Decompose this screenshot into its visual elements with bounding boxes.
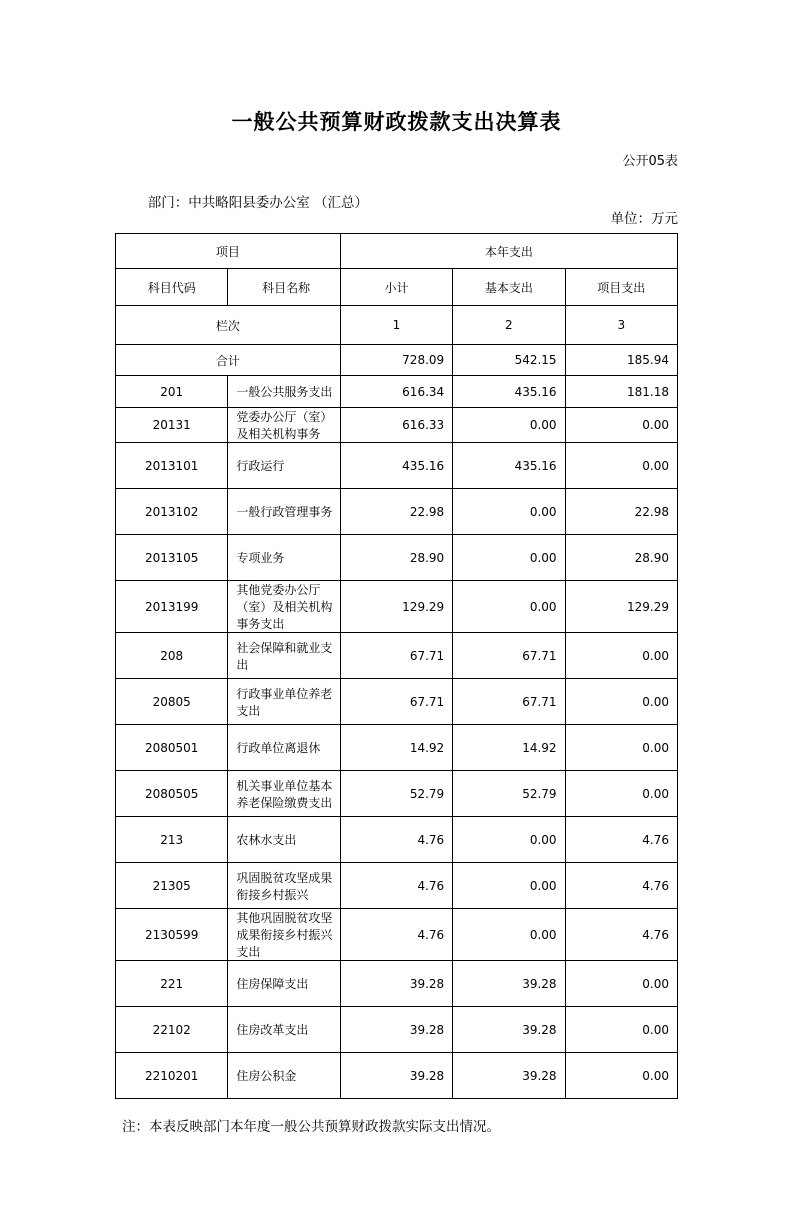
cell-project: 0.00 [565, 408, 677, 443]
cell-project: 22.98 [565, 489, 677, 535]
table-row [116, 535, 678, 581]
cell-subtotal: 435.16 [340, 443, 452, 489]
cell-basic: 0.00 [453, 408, 565, 443]
table-total-row [116, 345, 678, 376]
page-title: 一般公共预算财政拨款支出决算表 [231, 110, 562, 134]
group-header-item: 项目 [116, 234, 341, 269]
department-label: 部门： [147, 195, 189, 211]
cell-project: 0.00 [565, 1053, 677, 1099]
document-page [0, 108, 793, 1230]
cell-name: 住房保障支出 [228, 961, 340, 1007]
cell-project: 0.00 [565, 443, 677, 489]
rank-label: 栏次 [116, 306, 341, 345]
table-row [116, 909, 678, 961]
rank-value-1: 1 [340, 306, 452, 345]
cell-subtotal: 4.76 [340, 909, 452, 961]
cell-subtotal: 67.71 [340, 679, 452, 725]
cell-code: 20131 [116, 408, 228, 443]
cell-basic: 0.00 [453, 909, 565, 961]
table-note: 注：本表反映部门本年度一般公共预算财政拨款实际支出情况。 [122, 1119, 500, 1135]
table-row [116, 817, 678, 863]
total-project: 185.94 [565, 345, 677, 376]
cell-code: 2080505 [116, 771, 228, 817]
cell-code: 2013105 [116, 535, 228, 581]
cell-name: 其他巩固脱贫攻坚成果衔接乡村振兴支出 [228, 909, 340, 961]
cell-name: 住房改革支出 [228, 1007, 340, 1053]
cell-code: 21305 [116, 863, 228, 909]
cell-basic: 435.16 [453, 443, 565, 489]
cell-name: 行政事业单位养老支出 [228, 679, 340, 725]
cell-project: 0.00 [565, 725, 677, 771]
table-row [116, 725, 678, 771]
table-column-header-row [116, 269, 678, 306]
cell-name: 机关事业单位基本养老保险缴费支出 [228, 771, 340, 817]
group-header-current-year: 本年支出 [340, 234, 677, 269]
column-header-basic: 基本支出 [453, 269, 565, 306]
cell-project: 4.76 [565, 817, 677, 863]
cell-project: 4.76 [565, 863, 677, 909]
department-name: 中共略阳县委办公室 （汇总） [188, 195, 369, 211]
cell-project: 28.90 [565, 535, 677, 581]
cell-basic: 52.79 [453, 771, 565, 817]
cell-subtotal: 616.34 [340, 376, 452, 408]
table-row [116, 1007, 678, 1053]
cell-basic: 0.00 [453, 489, 565, 535]
cell-project: 0.00 [565, 633, 677, 679]
cell-basic: 67.71 [453, 633, 565, 679]
cell-name: 专项业务 [228, 535, 340, 581]
cell-project: 181.18 [565, 376, 677, 408]
cell-basic: 0.00 [453, 581, 565, 633]
rank-value-3: 3 [565, 306, 677, 345]
cell-code: 2130599 [116, 909, 228, 961]
cell-name: 行政单位离退休 [228, 725, 340, 771]
cell-project: 129.29 [565, 581, 677, 633]
table-row [116, 771, 678, 817]
cell-name: 住房公积金 [228, 1053, 340, 1099]
table-row [116, 443, 678, 489]
cell-name: 行政运行 [228, 443, 340, 489]
cell-code: 208 [116, 633, 228, 679]
cell-basic: 39.28 [453, 1053, 565, 1099]
meta-row [0, 175, 793, 227]
table-row [116, 961, 678, 1007]
cell-name: 一般公共服务支出 [228, 376, 340, 408]
table-row [116, 679, 678, 725]
cell-basic: 39.28 [453, 961, 565, 1007]
cell-subtotal: 39.28 [340, 961, 452, 1007]
table-row [116, 489, 678, 535]
cell-code: 2013101 [116, 443, 228, 489]
cell-basic: 39.28 [453, 1007, 565, 1053]
cell-subtotal: 39.28 [340, 1053, 452, 1099]
cell-basic: 0.00 [453, 863, 565, 909]
cell-code: 2013102 [116, 489, 228, 535]
cell-name: 其他党委办公厅（室）及相关机构事务支出 [228, 581, 340, 633]
cell-name: 农林水支出 [228, 817, 340, 863]
cell-subtotal: 67.71 [340, 633, 452, 679]
cell-code: 2210201 [116, 1053, 228, 1099]
cell-subtotal: 129.29 [340, 581, 452, 633]
sheet-number: 公开05表 [622, 154, 678, 169]
cell-code: 20805 [116, 679, 228, 725]
cell-project: 0.00 [565, 679, 677, 725]
department-info [122, 175, 368, 227]
table-row [116, 376, 678, 408]
table-group-header-row [116, 234, 678, 269]
rank-value-2: 2 [453, 306, 565, 345]
cell-code: 2013199 [116, 581, 228, 633]
cell-subtotal: 4.76 [340, 863, 452, 909]
column-header-code: 科目代码 [116, 269, 228, 306]
table-row [116, 408, 678, 443]
total-subtotal: 728.09 [340, 345, 452, 376]
cell-basic: 0.00 [453, 535, 565, 581]
cell-code: 2080501 [116, 725, 228, 771]
cell-project: 4.76 [565, 909, 677, 961]
total-basic: 542.15 [453, 345, 565, 376]
cell-subtotal: 4.76 [340, 817, 452, 863]
cell-subtotal: 616.33 [340, 408, 452, 443]
cell-code: 213 [116, 817, 228, 863]
column-header-name: 科目名称 [228, 269, 340, 306]
cell-code: 22102 [116, 1007, 228, 1053]
cell-basic: 67.71 [453, 679, 565, 725]
total-label: 合计 [116, 345, 341, 376]
table-row [116, 633, 678, 679]
cell-subtotal: 52.79 [340, 771, 452, 817]
column-header-project: 项目支出 [565, 269, 677, 306]
table-row [116, 581, 678, 633]
cell-basic: 0.00 [453, 817, 565, 863]
table-row [116, 1053, 678, 1099]
cell-subtotal: 14.92 [340, 725, 452, 771]
cell-project: 0.00 [565, 771, 677, 817]
cell-name: 党委办公厅（室）及相关机构事务 [228, 408, 340, 443]
cell-subtotal: 28.90 [340, 535, 452, 581]
cell-basic: 14.92 [453, 725, 565, 771]
cell-basic: 435.16 [453, 376, 565, 408]
unit-label: 单位：万元 [610, 211, 678, 227]
cell-name: 巩固脱贫攻坚成果衔接乡村振兴 [228, 863, 340, 909]
cell-code: 221 [116, 961, 228, 1007]
budget-expenditure-table [115, 233, 678, 1099]
cell-project: 0.00 [565, 961, 677, 1007]
cell-name: 社会保障和就业支出 [228, 633, 340, 679]
column-header-subtotal: 小计 [340, 269, 452, 306]
cell-subtotal: 39.28 [340, 1007, 452, 1053]
cell-project: 0.00 [565, 1007, 677, 1053]
cell-code: 201 [116, 376, 228, 408]
table-row [116, 863, 678, 909]
cell-name: 一般行政管理事务 [228, 489, 340, 535]
table-rank-row [116, 306, 678, 345]
cell-subtotal: 22.98 [340, 489, 452, 535]
